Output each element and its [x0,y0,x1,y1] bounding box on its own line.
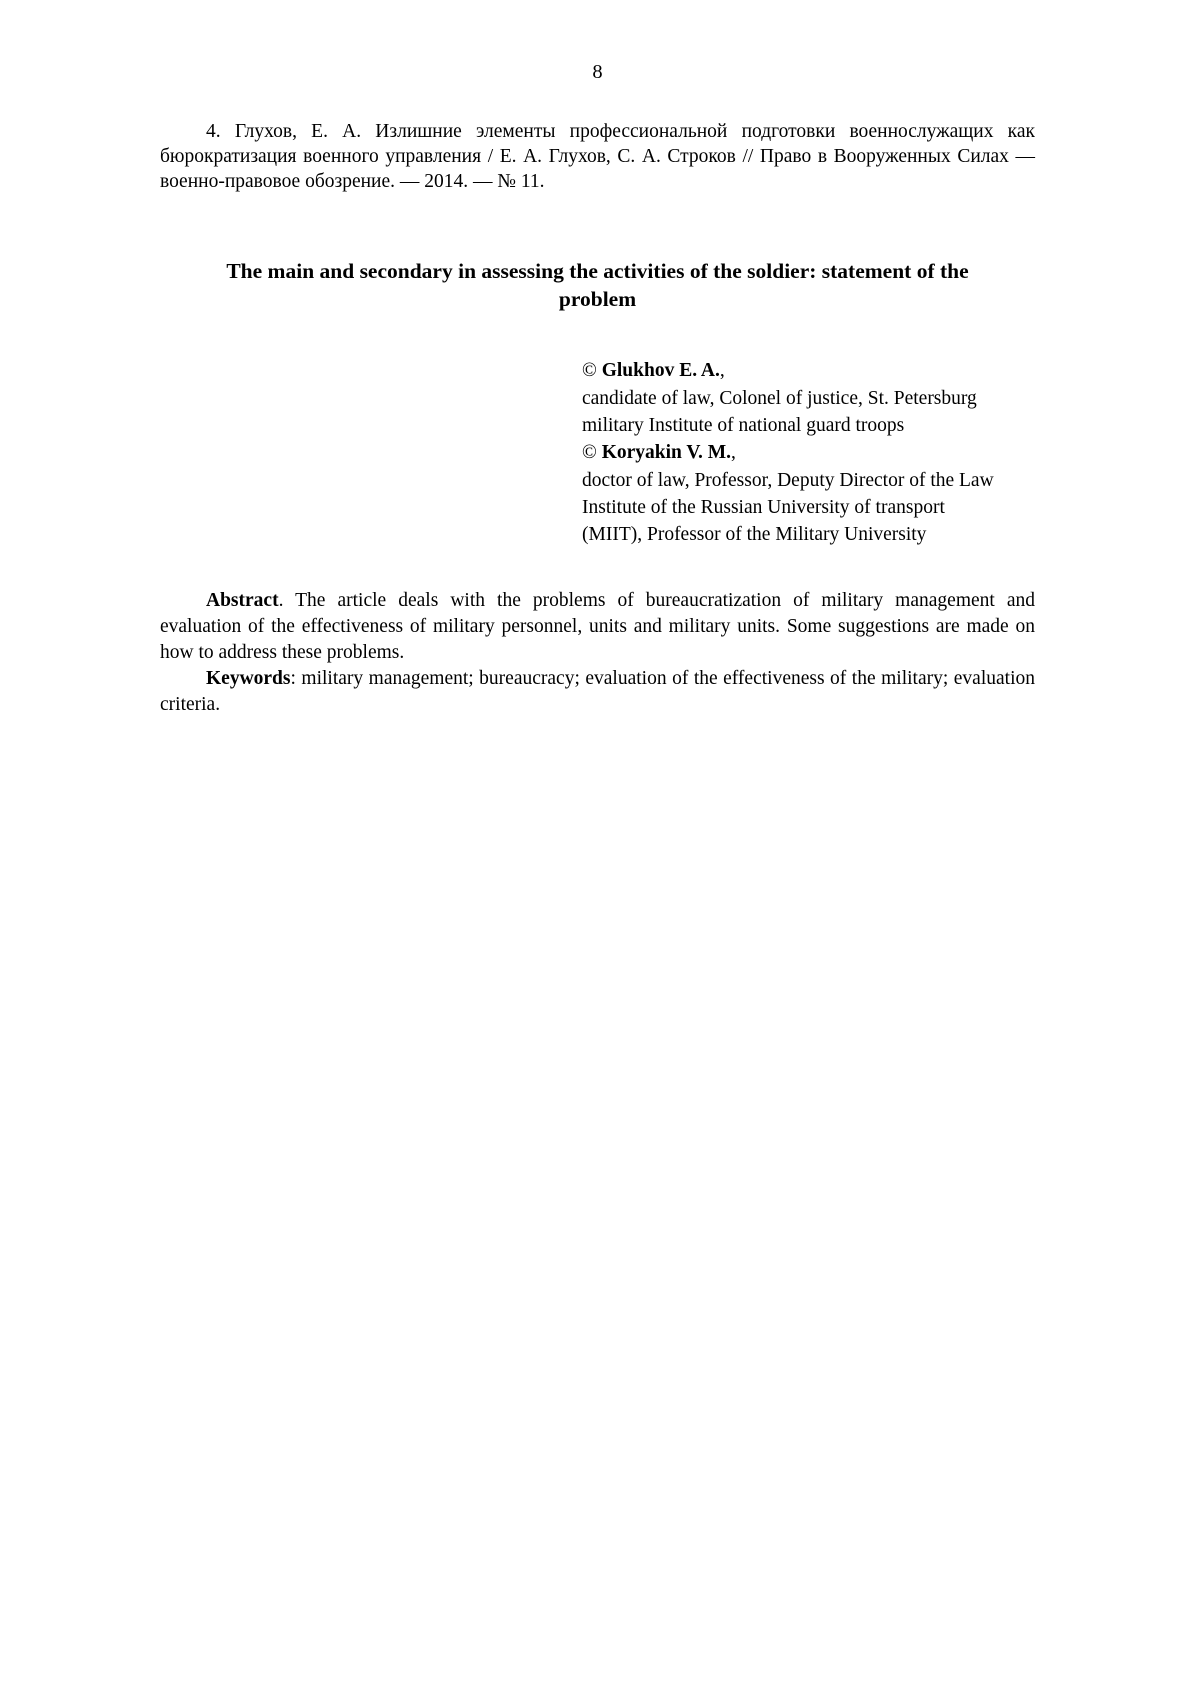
author-1-name: Glukhov E. A. [601,360,720,382]
bibliography-entry: 4. Глухов, Е. А. Излишние элементы профессиональной подготовки военнослужащих как бюрократизация военного управления / Е. А. Глухов, С. А. Строков // Право в Вооруженных Силах — военно-правовое обозрение. — 2014. — № 11. [160,120,1035,193]
author-2-name-tail: , [731,442,736,464]
author-1-name-tail: , [719,360,725,382]
abstract-paragraph [160,588,1035,666]
authors-block [160,357,1035,548]
copyright-icon: © [582,360,597,382]
author-2-name-line [582,439,1035,466]
author-2-name: Koryakin V. M. [601,442,732,464]
article-title: The main and secondary in assessing the activities of the soldier: statement of the problem [226,258,969,311]
copyright-icon: © [582,442,597,464]
author-1-affiliation-line-1: candidate of law, Colonel of justice, St. Petersburg [582,387,977,409]
abstract-text: . The article deals with the problems of bureaucratization of military management and evaluation of the effectiveness of military personnel, units and military units. Some suggestions are made on how to address these problems. [160,590,1035,664]
keywords-label: Keywords [206,668,291,690]
page-number: 8 [592,61,603,83]
author-2-affiliation-line-3: (MIIT), Professor of the Military University [582,524,927,546]
author-2-affiliation-line-2: Institute of the Russian University of transport [582,496,945,518]
abstract-label: Abstract [206,590,279,612]
keywords-paragraph [160,666,1035,718]
author-2-affiliation-line-1: doctor of law, Professor, Deputy Director of the Law [582,469,994,491]
author-1-name-line [582,357,1035,384]
author-1-affiliation-line-2: military Institute of national guard troops [582,414,905,436]
keywords-text: : military management; bureaucracy; evaluation of the effectiveness of the military; evaluation criteria. [160,668,1035,716]
